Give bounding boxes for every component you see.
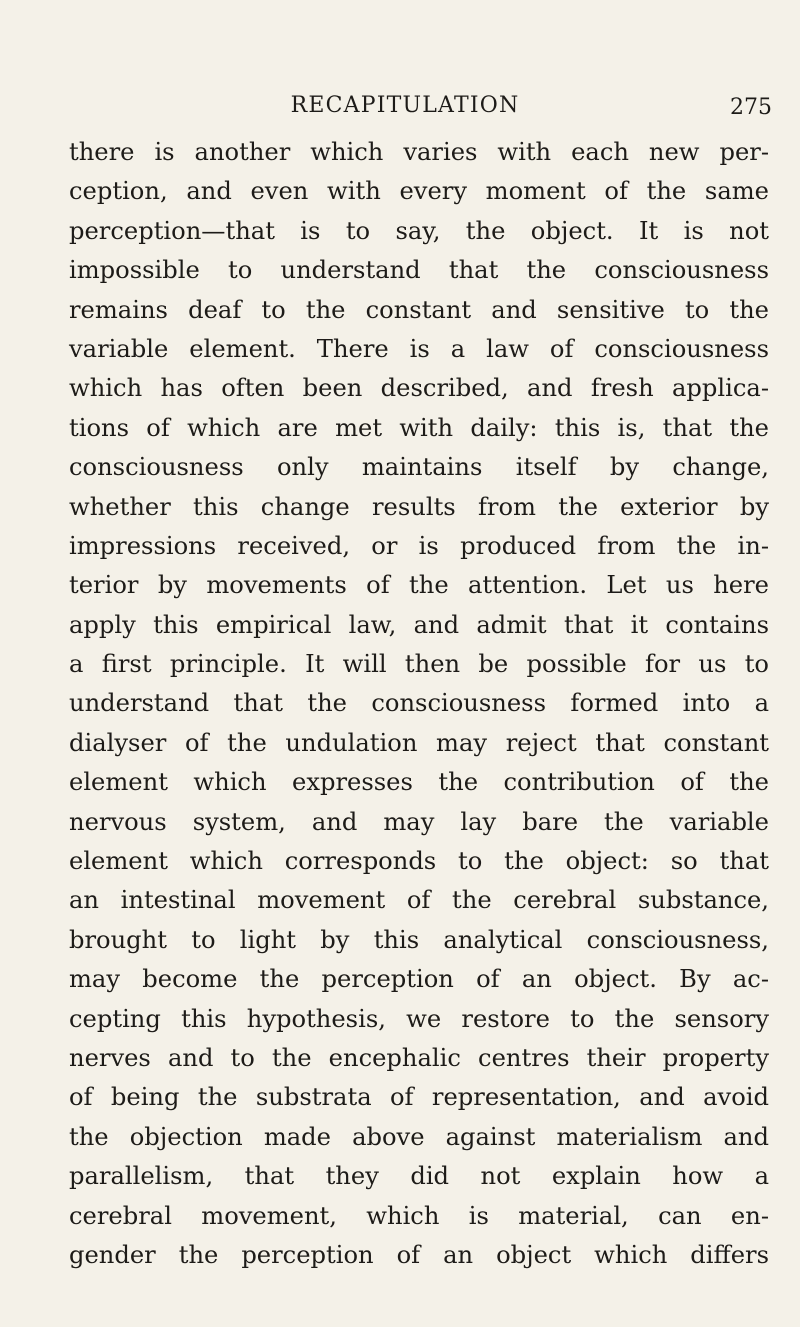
text-line: may become the perception of an object. By ac- <box>69 965 769 994</box>
text-line: of being the substrata of representation, and avoid <box>69 1083 769 1112</box>
text-line: remains deaf to the constant and sensitive to the <box>69 295 769 324</box>
text-line: gender the perception of an object which differs <box>69 1240 769 1269</box>
text-line: nerves and to the encephalic centres their property <box>69 1043 769 1072</box>
text-line: a first principle. It will then be possible for us to <box>69 650 769 679</box>
text-line: the objection made above against materialism and <box>69 1122 769 1151</box>
text-line: cerebral movement, which is material, can en- <box>69 1201 769 1230</box>
text-line: cepting this hypothesis, we restore to the sensory <box>69 1004 769 1033</box>
text-line: ception, and even with every moment of the same <box>69 177 769 206</box>
text-line: element which expresses the contribution of the <box>69 768 769 797</box>
text-line: understand that the consciousness formed into a <box>69 689 769 718</box>
text-line: terior by movements of the attention. Let us here <box>69 571 769 600</box>
text-line: consciousness only maintains itself by change, <box>69 453 769 482</box>
text-line: apply this empirical law, and admit that it contains <box>69 610 769 639</box>
running-head <box>70 92 780 122</box>
text-line: an intestinal movement of the cerebral substance, <box>69 886 769 915</box>
running-title: RECAPITULATION <box>290 93 520 118</box>
text-line: dialyser of the undulation may reject that constant <box>69 728 769 757</box>
text-line: element which corresponds to the object: so that <box>69 847 769 876</box>
text-line: perception—that is to say, the object. It is not <box>69 216 769 245</box>
text-line: nervous system, and may lay bare the variable <box>69 807 769 836</box>
text-line: impressions received, or is produced from the in- <box>69 531 769 560</box>
text-line: whether this change results from the exterior by <box>69 492 769 521</box>
page-number: 275 <box>730 95 772 120</box>
text-line: which has often been described, and fresh applica- <box>69 374 769 403</box>
text-line: parallelism, that they did not explain how a <box>69 1162 769 1191</box>
text-line: brought to light by this analytical consciousness, <box>69 925 769 954</box>
body-text <box>69 133 769 1275</box>
text-line: variable element. There is a law of consciousness <box>69 334 769 363</box>
text-line: impossible to understand that the consciousness <box>69 256 769 285</box>
text-line: tions of which are met with daily: this is, that the <box>69 413 769 442</box>
text-line: there is another which varies with each new per- <box>69 138 769 166</box>
